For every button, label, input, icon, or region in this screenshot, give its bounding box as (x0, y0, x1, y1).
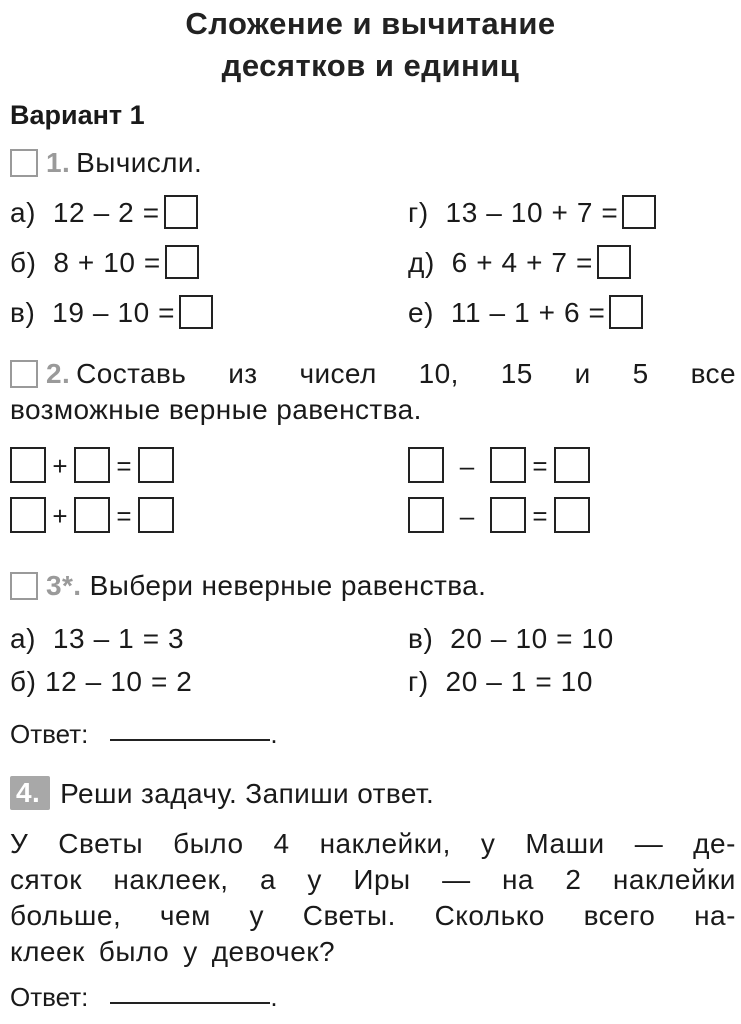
example-label: б) (10, 247, 37, 278)
task-2-equation-plus-1 (10, 447, 174, 483)
problem-line-2 (10, 862, 736, 898)
example-expression: 8 + 10 = (53, 247, 161, 278)
answer-label: Ответ: (10, 719, 89, 749)
task-2-word: чисел (299, 358, 377, 389)
task-1-example-g (408, 195, 656, 229)
word: у (307, 864, 322, 895)
task-2-equation-plus-2 (10, 497, 174, 533)
problem-line-3 (10, 898, 736, 934)
answer-box[interactable] (179, 295, 213, 329)
task-4-number: 4. (10, 776, 50, 810)
task-2-word: из (228, 358, 258, 389)
word: Светы. (302, 900, 396, 931)
word: У (10, 828, 29, 859)
answer-period: . (270, 982, 278, 1012)
word: на (501, 864, 535, 895)
problem-line-4 (10, 934, 736, 970)
answer-period: . (270, 719, 278, 749)
word: сяток (10, 864, 82, 895)
task-3-star: *. (61, 570, 82, 601)
minus-sign: – (459, 501, 475, 531)
equals-sign: = (116, 451, 132, 481)
answer-box[interactable] (74, 497, 110, 533)
task-1-header (10, 147, 202, 179)
word: Иры (353, 864, 411, 895)
word: на- (694, 900, 736, 931)
task-3-equality-g (408, 666, 593, 698)
task-2-checkbox[interactable] (10, 360, 38, 388)
task-2-word: 10, (418, 358, 459, 389)
word: 4 (273, 828, 290, 859)
task-3-answer (10, 717, 278, 750)
example-expression: 12 – 10 = 2 (44, 666, 193, 697)
task-2-header (10, 358, 736, 390)
word: клеек (10, 936, 85, 967)
answer-box[interactable] (597, 245, 631, 279)
task-2-number: 2. (46, 358, 71, 389)
equals-sign: = (532, 501, 548, 531)
answer-line[interactable] (110, 717, 270, 741)
example-expression: 20 – 1 = 10 (445, 666, 594, 697)
example-label: г) (408, 666, 429, 697)
task-1-checkbox[interactable] (10, 149, 38, 177)
word: чем (159, 900, 211, 931)
answer-box[interactable] (609, 295, 643, 329)
word: Маши (525, 828, 605, 859)
task-1-example-d (408, 245, 631, 279)
task-1-example-a (10, 195, 198, 229)
task-2-equation-minus-1 (408, 447, 590, 483)
task-2-equation-minus-2 (408, 497, 590, 533)
word: наклейки (612, 864, 736, 895)
word: у (249, 900, 265, 931)
variant-heading: Вариант 1 (10, 100, 145, 130)
example-label: в) (10, 297, 36, 328)
task-3-equality-b (10, 666, 192, 698)
example-expression: 12 – 2 = (52, 197, 160, 228)
example-expression: 13 – 10 + 7 = (445, 197, 619, 228)
task-2-word: и (574, 358, 591, 389)
word: у (183, 936, 198, 967)
task-1-number: 1. (46, 147, 71, 178)
task-1-example-b (10, 245, 199, 279)
task-2-word: 15 (500, 358, 533, 389)
example-expression: 19 – 10 = (52, 297, 176, 328)
answer-label: Ответ: (10, 982, 89, 1012)
answer-box[interactable] (490, 447, 526, 483)
answer-line[interactable] (110, 980, 270, 1004)
task-1-example-v (10, 295, 213, 329)
answer-box[interactable] (165, 245, 199, 279)
example-expression: 6 + 4 + 7 = (451, 247, 593, 278)
task-2-word: 5 (632, 358, 649, 389)
answer-box[interactable] (138, 447, 174, 483)
answer-box[interactable] (408, 447, 444, 483)
plus-sign: + (52, 451, 68, 481)
word: Сколько (434, 900, 545, 931)
task-3-header (10, 570, 486, 602)
example-label: д) (408, 247, 435, 278)
minus-sign: – (459, 451, 475, 481)
task-2-word: Составь (76, 358, 187, 389)
example-label: а) (10, 623, 37, 654)
word: наклейки, (319, 828, 451, 859)
task-4-text: Реши задачу. Запиши ответ. (60, 778, 435, 809)
task-2-word: все (690, 358, 736, 389)
answer-box[interactable] (622, 195, 656, 229)
problem-line-1 (10, 826, 736, 862)
plus-sign: + (52, 501, 68, 531)
example-label: б) (10, 666, 37, 697)
word: 2 (565, 864, 582, 895)
task-2-text-line-2: возможные верные равенства. (10, 394, 422, 425)
word: а (259, 864, 277, 895)
answer-box[interactable] (74, 447, 110, 483)
example-expression: 13 – 1 = 3 (52, 623, 185, 654)
page-title-line-1: Сложение и вычитание (185, 6, 556, 41)
task-3-equality-a (10, 623, 184, 655)
task-3-text: Выбери неверные равенства. (89, 570, 487, 601)
answer-box[interactable] (10, 447, 46, 483)
task-1-text: Вычисли. (76, 147, 203, 178)
answer-box[interactable] (554, 447, 590, 483)
example-label: е) (408, 297, 435, 328)
word: де- (693, 828, 736, 859)
task-4-header (10, 776, 434, 810)
task-3-equality-v (408, 623, 614, 655)
word: девочек? (211, 936, 336, 967)
word: было (173, 828, 244, 859)
example-label: г) (408, 197, 429, 228)
example-label: в) (408, 623, 434, 654)
answer-box[interactable] (138, 497, 174, 533)
task-4-problem-text (10, 826, 736, 970)
task-1-example-e (408, 295, 643, 329)
word: было (98, 936, 170, 967)
task-4-answer (10, 980, 278, 1013)
word: наклеек, (113, 864, 229, 895)
answer-box[interactable] (490, 497, 526, 533)
page-title-line-2: десятков и единиц (221, 48, 520, 83)
example-label: а) (10, 197, 37, 228)
word: больше, (10, 900, 122, 931)
equals-sign: = (532, 451, 548, 481)
answer-box[interactable] (164, 195, 198, 229)
equals-sign: = (116, 501, 132, 531)
example-expression: 20 – 10 = 10 (450, 623, 614, 654)
example-expression: 11 – 1 + 6 = (450, 297, 606, 328)
word: Светы (58, 828, 144, 859)
task-3-checkbox[interactable] (10, 572, 38, 600)
answer-box[interactable] (10, 497, 46, 533)
answer-box[interactable] (408, 497, 444, 533)
word: у (480, 828, 496, 859)
word: всего (583, 900, 656, 931)
word: — (634, 828, 664, 859)
task-3-number: 3 (46, 570, 62, 601)
word: — (442, 864, 471, 895)
answer-box[interactable] (554, 497, 590, 533)
